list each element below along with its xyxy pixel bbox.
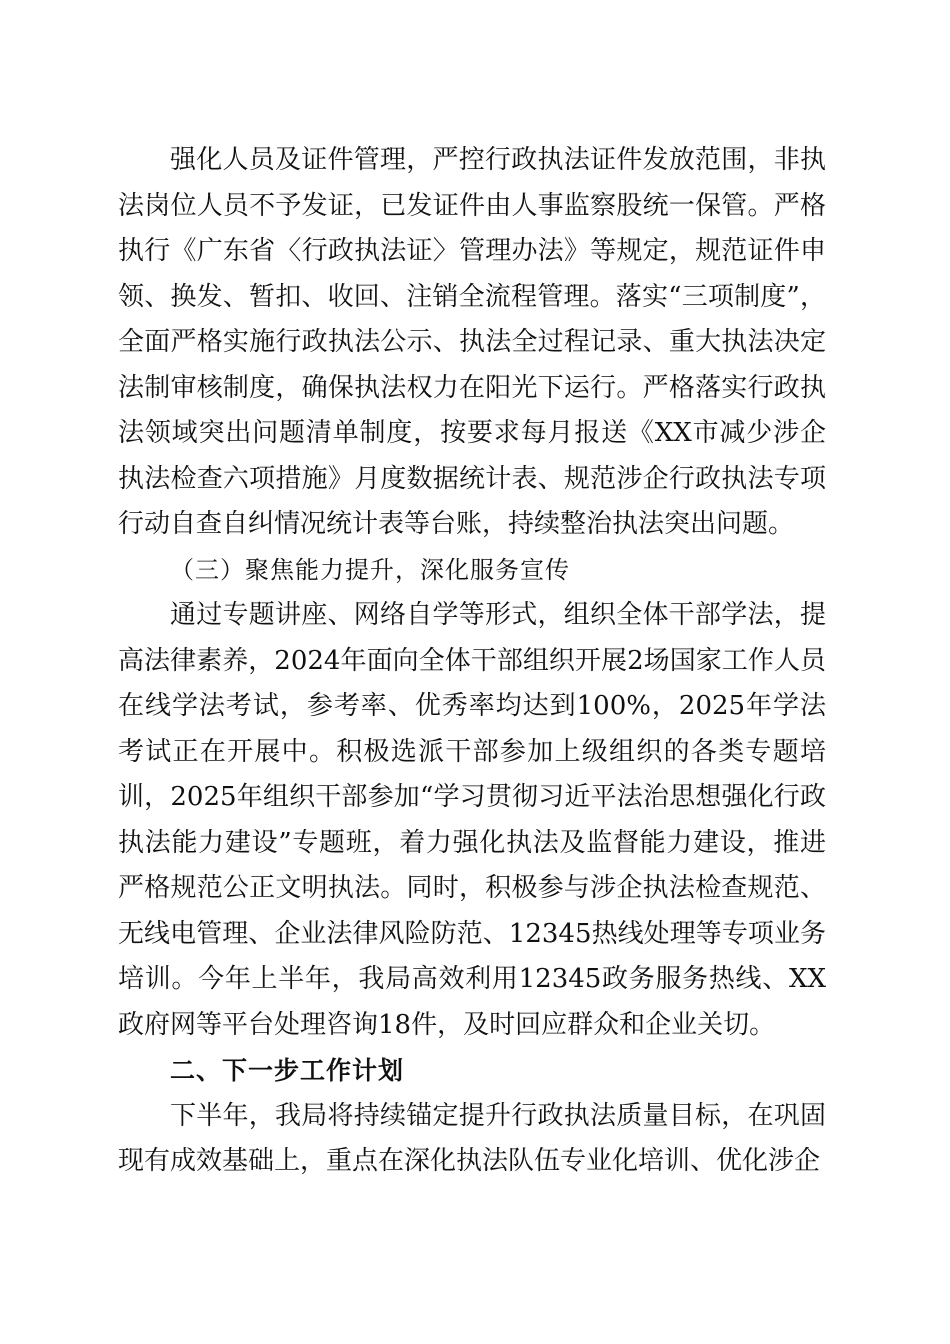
body-paragraph-training-service: 通过专题讲座、网络自学等形式，组织全体干部学法，提高法律素养，2024年面向全体干部组织开展2场国家工作人员在线学法考试，参考率、优秀率均达到100%，2025年学法考试正在开展中。积极选派干部参加上级组织的各类专题培训，2025年组织干部参加“学习贯彻习近平法治思想强化行政执法能力建设”专题班，着力强化执法及监督能力建设，推进严格规范公正文明执法。同时，积极参与涉企执法检查规范、无线电管理、企业法律风险防范、12345热线处理等专项业务培训。今年上半年，我局高效利用12345政务服务热线、XX政府网等平台处理咨询18件，及时回应群众和企业关切。 (118, 600, 826, 1040)
body-paragraph-certificate-management: 强化人员及证件管理，严控行政执法证件发放范围，非执法岗位人员不予发证，已发证件由人事监察股统一保管。严格执行《广东省〈行政执法证〉管理办法》等规定，规范证件申领、换发、暂扣、收回、注销全流程管理。落实“三项制度”，全面严格实施行政执法公示、执法全过程记录、重大执法决定法制审核制度，确保执法权力在阳光下运行。严格落实行政执法领域突出问题清单制度，按要求每月报送《XX市减少涉企执法检查六项措施》月度数据统计表、规范涉企行政执法专项行动自查自纠情况统计表等台账，持续整治执法突出问题。 (118, 145, 826, 539)
document-page (118, 138, 826, 1185)
section-heading-next-steps: 二、下一步工作计划 (170, 1056, 405, 1085)
body-paragraph-next-plan: 下半年，我局将持续锚定提升行政执法质量目标，在巩固现有成效基础上，重点在深化执法队伍专业化培训、优化涉企 (118, 1100, 826, 1176)
subheading-capability-improvement: （三）聚焦能力提升，深化服务宣传 (170, 555, 570, 584)
